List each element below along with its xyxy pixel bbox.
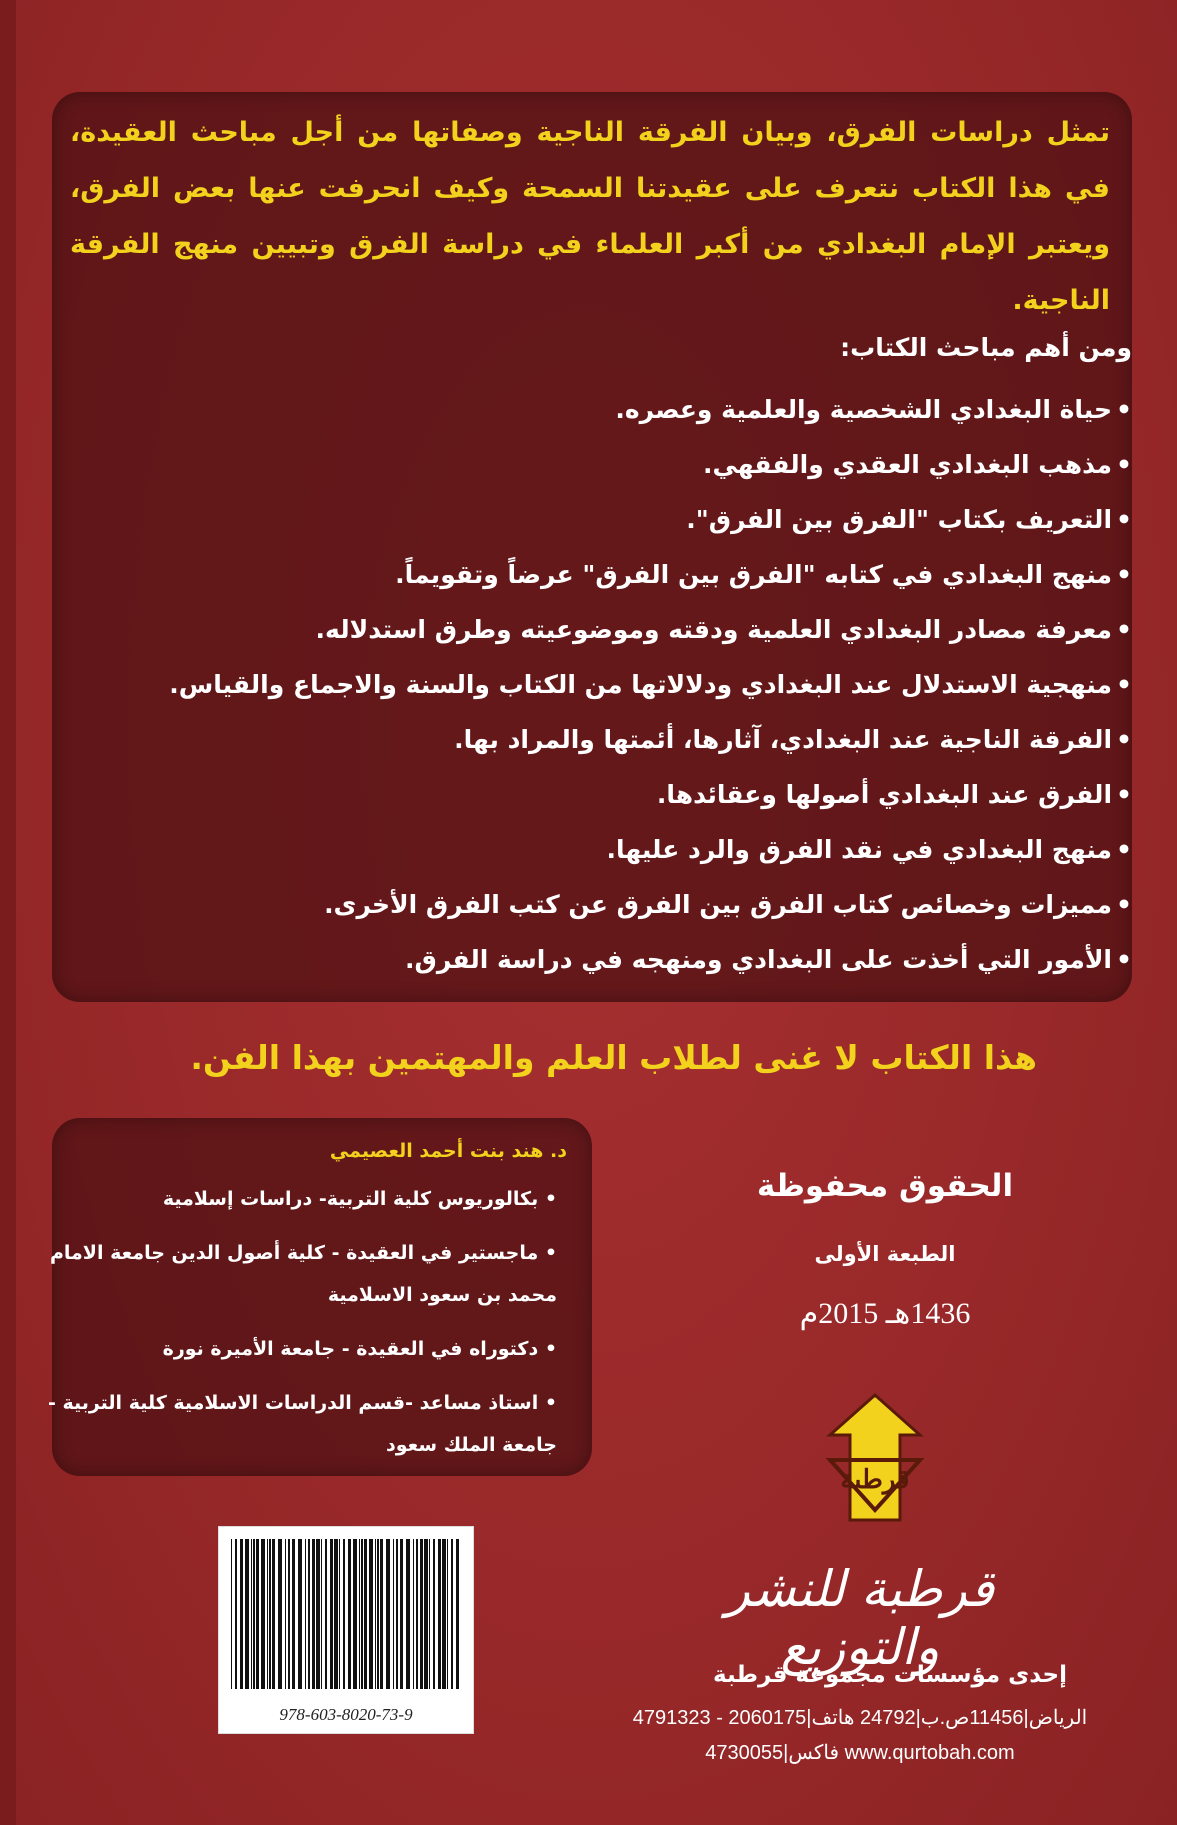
isbn-barcode	[218, 1526, 474, 1734]
credential-item: • ماجستير في العقيدة - كلية أصول الدين جامعة الامام محمد بن سعود الاسلامية	[37, 1232, 557, 1316]
edition-label: الطبعة الأولى	[814, 1242, 956, 1266]
topic-item: • الفرقة الناجية عند البغدادي، آثارها، أئمتها والمراد بها.	[72, 712, 1132, 767]
topic-item: • مميزات وخصائص كتاب الفرق بين الفرق عن كتب الفرق الأخرى.	[72, 877, 1132, 932]
tagline: هذا الكتاب لا غنى لطلاب العلم والمهتمين بهذا الفن.	[190, 1038, 1037, 1077]
topic-item: • مذهب البغدادي العقدي والفقهي.	[72, 437, 1132, 492]
topic-item: • الأمور التي أخذت على البغدادي ومنهجه في دراسة الفرق.	[72, 932, 1132, 987]
logo-lettering: قرطبة	[840, 1465, 910, 1495]
topic-item: • معرفة مصادر البغدادي العلمية ودقته وموضوعيته وطرق استدلاله.	[72, 602, 1132, 657]
edition-year: 1436هـ 2015م	[799, 1297, 971, 1330]
publisher-logo-icon	[800, 1390, 950, 1530]
publisher-name: قرطبة للنشر والتوزيع	[725, 1560, 995, 1676]
credential-item: • دكتوراه في العقيدة - جامعة الأميرة نورة	[37, 1328, 557, 1370]
topic-item: • حياة البغدادي الشخصية والعلمية وعصره.	[72, 382, 1132, 437]
publisher-contact-line: الرياض|11456ص.ب|24792 هاتف|2060175 - 4791323	[632, 1707, 1088, 1729]
intro-paragraph: تمثل دراسات الفرق، وبيان الفرقة الناجية وصفاتها من أجل مباحث العقيدة، في هذا الكتاب نتعرف على عقيدتنا السمحة وكيف انحرفت عنها بعض الفرق، ويعتبر الإمام البغدادي من أكبر العلماء في دراسة الفرق وتبيين منهج الفرقة الناجية.	[70, 117, 1110, 316]
isbn-number: 978-603-8020-73-9	[279, 1705, 413, 1724]
topic-item: • منهجية الاستدلال عند البغدادي ودلالاتها من الكتاب والسنة والاجماع والقياس.	[72, 657, 1132, 712]
cover-spine-edge	[0, 0, 16, 1825]
rights-reserved: الحقوق محفوظة	[756, 1168, 1014, 1204]
credential-item: • بكالوريوس كلية التربية- دراسات إسلامية	[37, 1178, 557, 1220]
author-name: د. هند بنت أحمد العصيمي	[329, 1140, 567, 1162]
credential-item: • استاذ مساعد -قسم الدراسات الاسلامية كلية التربية - جامعة الملك سعود	[37, 1382, 557, 1466]
topic-item: • منهج البغدادي في كتابه "الفرق بين الفرق" عرضاً وتقويماً.	[72, 547, 1132, 602]
publisher-contact-line: فاكس|4730055 www.qurtobah.com	[705, 1742, 1015, 1764]
topic-item: • الفرق عند البغدادي أصولها وعقائدها.	[72, 767, 1132, 822]
publisher-group: إحدى مؤسسات مجموعة قرطبة	[713, 1662, 1067, 1688]
topics-heading: ومن أهم مباحث الكتاب:	[840, 333, 1132, 362]
author-credentials	[37, 1178, 557, 1478]
topic-item: • التعريف بكتاب "الفرق بين الفرق".	[72, 492, 1132, 547]
topics-list	[72, 382, 1132, 987]
topic-item: • منهج البغدادي في نقد الفرق والرد عليها.	[72, 822, 1132, 877]
barcode-icon	[231, 1539, 461, 1689]
